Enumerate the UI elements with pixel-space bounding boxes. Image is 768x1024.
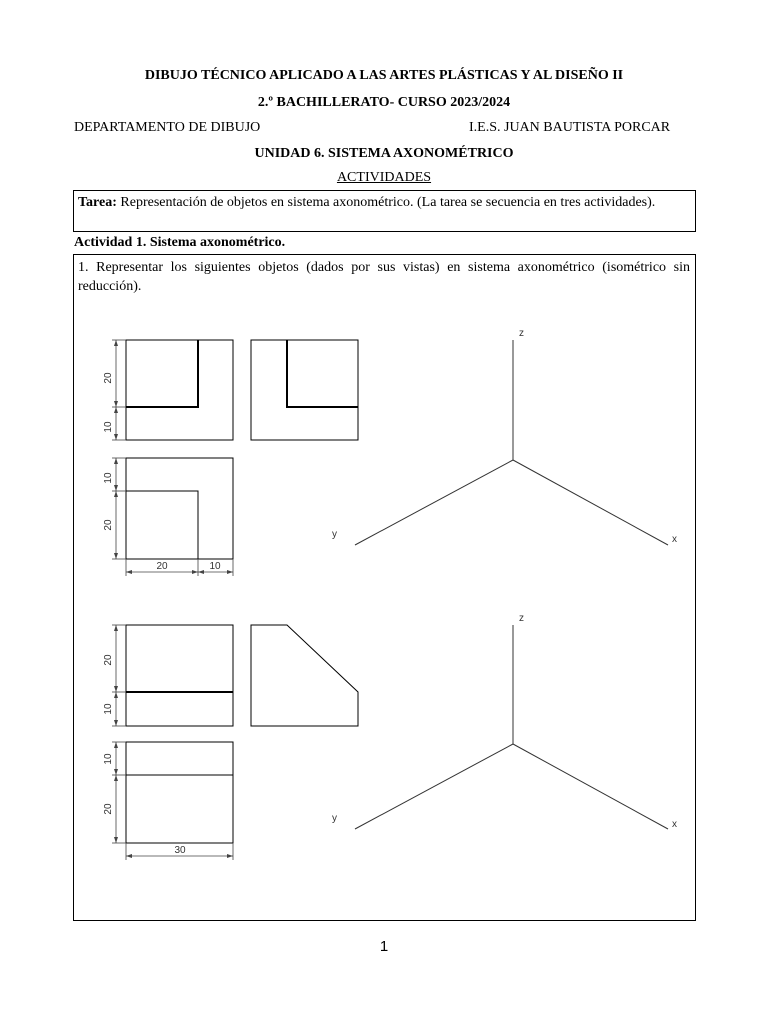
fig1-dim-front-top: 20 — [103, 372, 114, 384]
fig2-dim-plan-top: 10 — [103, 753, 114, 765]
school-name: I.E.S. JUAN BAUTISTA PORCAR — [469, 120, 671, 135]
fig1-dim-width-left: 20 — [156, 561, 168, 572]
figure2-plan-view — [126, 742, 233, 843]
fig2-dim-plan-bottom: 20 — [103, 803, 114, 815]
activities-heading: ACTIVIDADES — [336, 170, 432, 185]
axes2-y-label: y — [332, 813, 337, 824]
fig2-dim-width: 30 — [174, 845, 186, 856]
isometric-axes-2 — [355, 625, 668, 829]
page-number: 1 — [379, 938, 389, 955]
figure1-front-view — [126, 340, 233, 440]
fig1-dim-front-bottom: 10 — [103, 421, 114, 433]
figure2-side-view — [251, 625, 358, 726]
axes2-x-label: x — [672, 819, 677, 830]
course-title: DIBUJO TÉCNICO APLICADO A LAS ARTES PLÁSTICAS Y AL DISEÑO II — [144, 68, 624, 83]
fig2-dim-front-top: 20 — [103, 654, 114, 666]
axes1-x-label: x — [672, 534, 677, 545]
axes2-z-label: z — [519, 613, 524, 624]
fig2-dim-front-bottom: 10 — [103, 703, 114, 715]
activity-title: Actividad 1. Sistema axonométrico. — [74, 235, 286, 250]
activity-instruction: 1. Representar los siguientes objetos (dados por sus vistas) en sistema axonométrico (isométrico sin reducción). — [78, 260, 690, 294]
isometric-axes-1 — [355, 340, 668, 545]
axes1-z-label: z — [519, 328, 524, 339]
fig1-dim-plan-top: 10 — [103, 472, 114, 484]
figure1-plan-view — [126, 458, 233, 559]
task-label: Tarea: — [78, 195, 117, 210]
fig1-dim-plan-bottom: 20 — [103, 519, 114, 531]
course-year: 2.º BACHILLERATO- CURSO 2023/2024 — [257, 95, 511, 110]
task-text: Representación de objetos en sistema axonométrico. (La tarea se secuencia en tres actividades). — [120, 195, 656, 210]
department-name: DEPARTAMENTO DE DIBUJO — [74, 120, 261, 135]
fig1-dim-width-right: 10 — [209, 561, 221, 572]
figure1-side-view — [251, 340, 358, 440]
figure2-front-view — [126, 625, 233, 726]
unit-title: UNIDAD 6. SISTEMA AXONOMÉTRICO — [254, 146, 514, 161]
axes1-y-label: y — [332, 529, 337, 540]
